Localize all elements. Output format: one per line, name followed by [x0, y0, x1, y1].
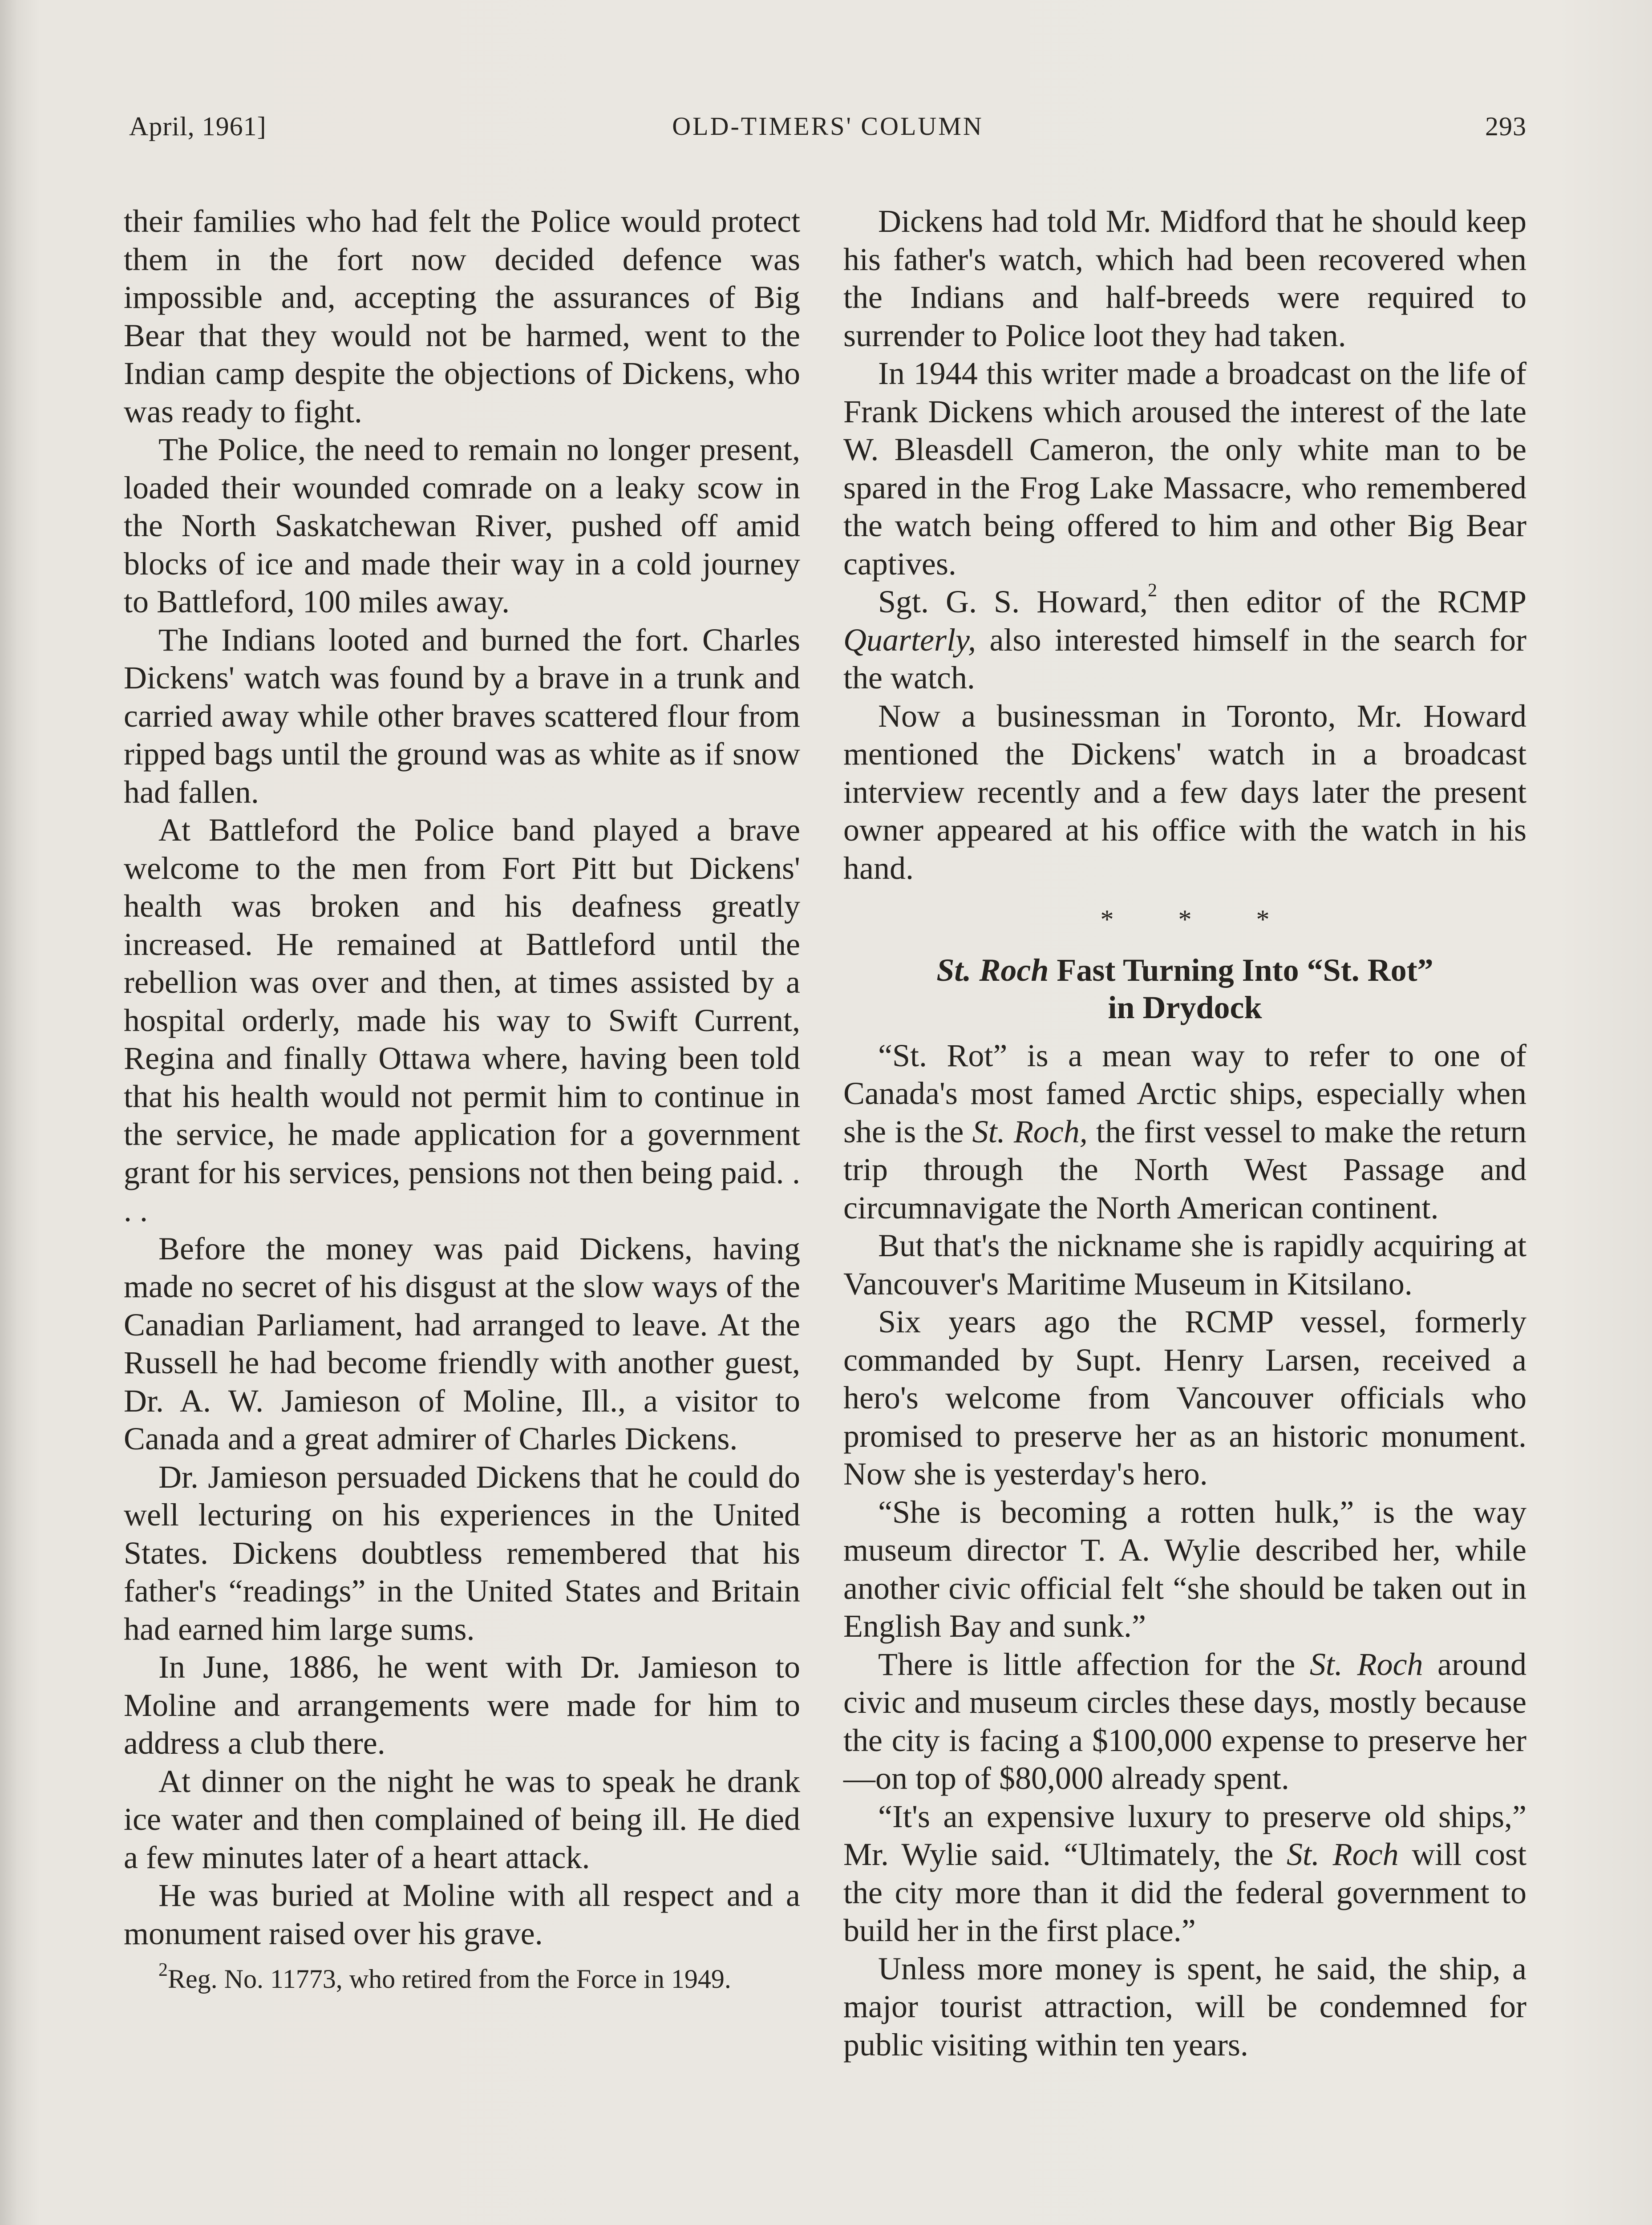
footnote-mark: 2: [158, 1960, 168, 1980]
paragraph: “She is becoming a rotten hulk,” is the way museum director T. A. Wylie described her, while another civic official felt “she should be taken out in English Bay and sunk.”: [843, 1494, 1526, 1644]
text-run: “It's an expensive luxury to preserve old ships,” Mr. Wylie said. “Ultimately, the: [843, 1798, 1526, 1872]
paragraph: Before the money was paid Dickens, having made no secret of his disgust at the slow ways of the Canadian Parliament, had arranged to leave. At the Russell he had become friendly with another guest, Dr. A. W. Jamieson of Moline, Ill., a visitor to Canada and a great admirer of Charles Dickens.: [124, 1230, 800, 1456]
paragraph: Now a businessman in Toronto, Mr. Howard mentioned the Dickens' watch in a broadcast interview recently and a few days later the present owner appeared at his office with the watch in his hand.: [843, 698, 1526, 886]
footnote-reference: 2: [1148, 580, 1158, 601]
paragraph: But that's the nickname she is rapidly acquiring at Vancouver's Maritime Museum in Kitsilano.: [843, 1228, 1526, 1302]
paragraph: In 1944 this writer made a broadcast on the life of Frank Dickens which aroused the interest of the late W. Bleasdell Cameron, the only white man to be spared in the Frog Lake Massacre, who remembered the watch being offered to him and other Big Bear captives.: [843, 356, 1526, 582]
paragraph: their families who had felt the Police would protect them in the fort now decided defence was impossible and, accepting the assurances of Big Bear that they would not be harmed, went to the Indian camp despite the objections of Dickens, who was ready to fight.: [124, 203, 800, 429]
issue-date: April, 1961]: [129, 112, 267, 141]
paragraph: [843, 580, 1526, 697]
article-headline: [843, 951, 1526, 1026]
paragraph: The Indians looted and burned the fort. Charles Dickens' watch was found by a brave in a trunk and carried away while other braves scattered flour from ripped bags until the ground was as white as if snow had fallen.: [124, 622, 800, 810]
text-run: will cost the city more than it did the federal government to build her in the first place.”: [843, 1837, 1526, 1948]
ship-name: St. Roch,: [972, 1113, 1088, 1149]
footnote-text: Reg. No. 11773, who retired from the Force in 1949.: [168, 1964, 731, 1994]
paragraph: At Battleford the Police band played a brave welcome to the men from Fort Pitt but Dickens' health was broken and his deafness greatly increased. He remained at Battleford until the rebellion was over and then, at times assisted by a hospital orderly, made his way to Swift Current, Regina and finally Ottawa where, having been told that his health would not permit him to continue in the service, he made application for a government grant for his services, pensions not then being paid. . . .: [124, 812, 800, 1228]
section-separator: * * *: [1100, 905, 1270, 934]
paragraph: [843, 1798, 1526, 1950]
running-head: [129, 111, 1526, 151]
publication-title: Quarterly,: [843, 622, 976, 658]
headline-text: Fast Turning Into “St. Rot”: [1049, 952, 1433, 988]
left-column: [124, 202, 800, 1995]
headline-text-line2: in Drydock: [1108, 989, 1262, 1025]
paragraph: [843, 1646, 1526, 1798]
paragraph: [843, 1037, 1526, 1227]
paragraph: In June, 1886, he went with Dr. Jamieson to Moline and arrangements were made for him to address a club there.: [124, 1649, 800, 1761]
paragraph: Six years ago the RCMP vessel, formerly commanded by Supt. Henry Larsen, received a hero's welcome from Vancouver officials who promised to preserve her as an historic monument. Now she is yesterday's hero.: [843, 1304, 1526, 1492]
headline-ship-name: St. Roch: [936, 952, 1049, 988]
text-run: There is little affection for the: [878, 1646, 1310, 1682]
column-title: OLD-TIMERS' COLUMN: [672, 112, 984, 141]
ship-name: St. Roch: [1286, 1837, 1399, 1872]
text-run: “St. Rot” is a mean way to refer to one of Canada's most famed Arctic ships, especially when she is the: [843, 1037, 1526, 1149]
paragraph: The Police, the need to remain no longer present, loaded their wounded comrade on a leaky scow in the North Saskatchewan River, pushed off amid blocks of ice and made their way in a cold journey to Battleford, 100 miles away.: [124, 432, 800, 619]
right-column: [843, 202, 1526, 2064]
paragraph: He was buried at Moline with all respect and a monument raised over his grave.: [124, 1877, 800, 1951]
paragraph: At dinner on the night he was to speak he drank ice water and then complained of being ill. He died a few minutes later of a heart attack.: [124, 1763, 800, 1875]
footnote: [124, 1962, 800, 1995]
paragraph: Dr. Jamieson persuaded Dickens that he could do well lecturing on his experiences in the United States. Dickens doubtless remembered that his father's “readings” in the United States and Britain had earned him large sums.: [124, 1459, 800, 1647]
text-run: around civic and museum circles these days, mostly because the city is facing a $100,000 expense to preserve her—on top of $80,000 already spent.: [843, 1646, 1526, 1796]
text-run: also interested himself in the search for the watch.: [843, 622, 1526, 696]
text-run: the first vessel to make the return trip through the North West Passage and circumnavigate the North American continent.: [843, 1113, 1526, 1226]
text-run: then editor of the RCMP: [1157, 584, 1526, 619]
paragraph: Dickens had told Mr. Midford that he should keep his father's watch, which had been recovered when the Indians and half-breeds were required to surrender to Police loot they had taken.: [843, 203, 1526, 353]
paragraph: Unless more money is spent, he said, the ship, a major tourist attraction, will be condemned for public visiting within ten years.: [843, 1950, 1526, 2063]
text-run: Sgt. G. S. Howard,: [878, 584, 1148, 619]
page-number: 293: [1485, 112, 1526, 141]
ship-name: St. Roch: [1309, 1646, 1423, 1682]
